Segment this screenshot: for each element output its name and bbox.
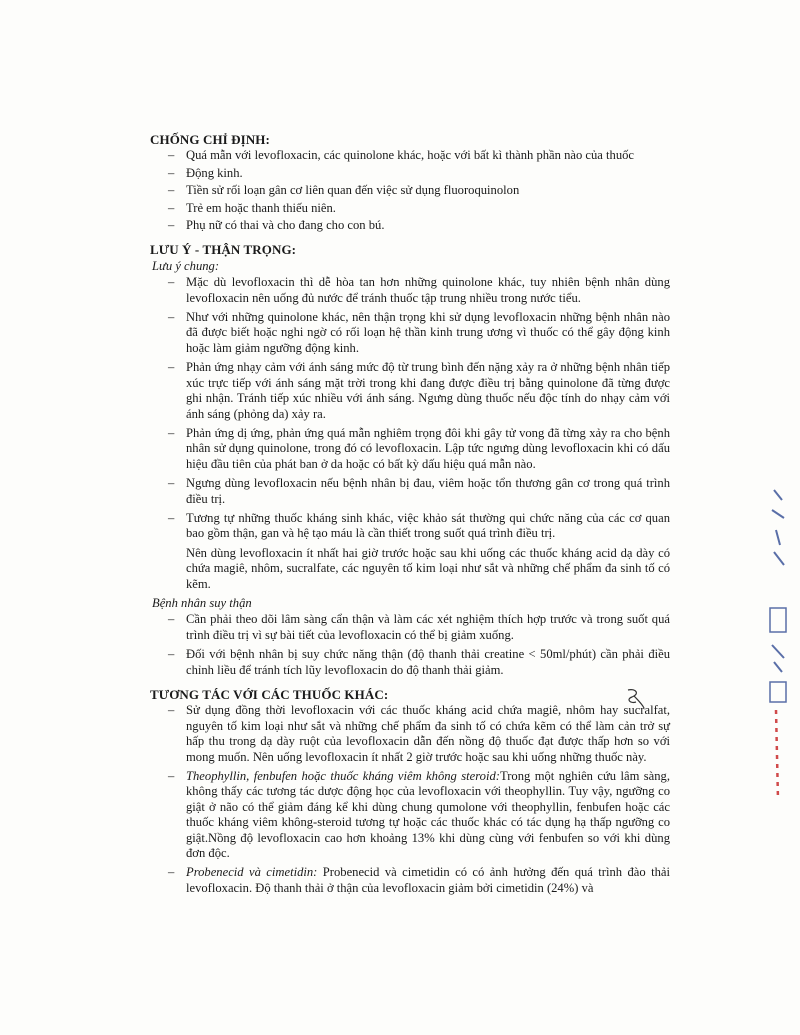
list-item: – Đối với bệnh nhân bị suy chức năng thận (độ thanh thải creatine < 50ml/phút) cần phải điều chỉnh liều để tránh tích lũy levofloxacin do độ thanh thải giảm. — [150, 647, 670, 678]
interactions-section — [150, 687, 670, 896]
renal-subheading: Bệnh nhân suy thận — [152, 595, 252, 610]
list-item: – Sử dụng đồng thời levofloxacin với các thuốc kháng acid chứa magiê, nhôm hay sucralfat, nguyên tố kim loại như sắt và những chế phẩm đa sinh tố có chứa kẽm có thể làm cản trở sự hấp thu trong dạ dày ruột của levofloxacin dẫn đến nồng độ thuốc đạt được thấp hơn so với mong muốn. Nên uống levofloxacin ít nhất 2 giờ trước hoặc sau khi uống những thuốc này. — [150, 703, 670, 765]
list-item: – Như với những quinolone khác, nên thận trọng khi sử dụng levofloxacin những bệnh nhân nào đã được biết hoặc nghi ngờ có rối loạn hệ thần kinh trung ương vì thuốc có thể gây động kinh hoặc làm giảm ngưỡng động kinh. — [150, 310, 670, 356]
interaction-lead: Theophyllin, fenbufen hoặc thuốc kháng viêm không steroid: — [186, 769, 500, 784]
interaction-text: Trong một nghiên cứu lâm sàng, không thấy các tương tác dược động học của levofloxacin với theophyllin. Tuy vậy, ngưỡng co giật ở não có thể giảm đáng kể khi dùng chung qumolone với theophyllin, fenbufen hoặc các thuốc kháng viêm không-steroid tương tự hoặc các thuốc khác có tác dụng hạ thấp ngưỡng co giật.Nồng độ levofloxacin cao hơn khoảng 13% khi dùng cùng với fenbufen so với khi dùng đơn độc. — [186, 769, 670, 861]
list-item: – Phản ứng dị ứng, phản ứng quá mẫn nghiêm trọng đôi khi gây tử vong đã từng xảy ra cho bệnh nhân sử dụng quinolone, trong đó có levofloxacin. Lập tức ngưng dùng levofloxacin khi có dấu hiệu đầu tiên của phát ban ở da hoặc có bất kỳ dấu hiệu quá mẫn nào. — [150, 426, 670, 472]
contraindications-section — [150, 132, 670, 233]
general-subheading: Lưu ý chung: — [152, 258, 220, 273]
renal-precautions-list — [150, 612, 670, 678]
document-body — [150, 132, 670, 905]
list-item: – Tiền sử rối loạn gân cơ liên quan đến việc sử dụng fluoroquinolon — [150, 183, 670, 198]
list-item: – Phản ứng nhạy cảm với ánh sáng mức độ từ trung bình đến nặng xảy ra ở những bệnh nhân tiếp xúc trực tiếp với ánh sáng mặt trời trong khi đang được điều trị bằng quinolone đã từng được ghi nhận. Tránh tiếp xúc nhiều với ánh sáng. Ngưng dùng thuốc nếu độc tính do nhạy cảm với ánh sáng (phỏng da) xảy ra. — [150, 360, 670, 422]
list-item: – Phụ nữ có thai và cho đang cho con bú. — [150, 218, 670, 233]
contraindications-list — [150, 148, 670, 233]
interaction-text: Probenecid và cimetidin có có ảnh hưởng đến quá trình đào thải levofloxacin. Độ thanh thải ở thận của levofloxacin giảm bởi cimetidin (24%) và — [186, 865, 670, 895]
precautions-heading: LƯU Ý - THẬN TRỌNG: — [150, 242, 297, 258]
interaction-lead: Probenecid và cimetidin: — [186, 865, 318, 880]
list-item: – Quá mẫn với levofloxacin, các quinolone khác, hoặc với bất kì thành phần nào của thuốc — [150, 148, 670, 163]
list-item: – Trẻ em hoặc thanh thiếu niên. — [150, 201, 670, 216]
general-note: Nên dùng levofloxacin ít nhất hai giờ trước hoặc sau khi uống các thuốc kháng acid dạ dày có chứa magiê, nhôm, sucralfate, các nguyên tố kim loại như sắt và những chế phẩm đa sinh tố có kẽm. — [186, 545, 670, 591]
list-item: – Ngưng dùng levofloxacin nếu bệnh nhân bị đau, viêm hoặc tổn thương gân cơ trong quá trình điều trị. — [150, 476, 670, 507]
handwritten-initial-mark — [622, 686, 648, 710]
precautions-section — [150, 242, 670, 678]
interactions-list — [150, 703, 670, 896]
list-item — [150, 769, 670, 861]
list-item: – Tương tự những thuốc kháng sinh khác, việc khảo sát thường qui chức năng của các cơ quan bao gồm thận, gan và hệ tạo máu là cần thiết trong suốt quá trình điều trị. — [150, 511, 670, 542]
interactions-heading: TƯƠNG TÁC VỚI CÁC THUỐC KHÁC: — [150, 687, 389, 702]
general-precautions-list — [150, 275, 670, 592]
list-item: – Động kinh. — [150, 166, 670, 181]
edge-stamp-mark — [762, 470, 792, 820]
list-item: – Cần phải theo dõi lâm sàng cẩn thận và làm các xét nghiệm thích hợp trước và trong suốt quá trình điều trị vì sự bài tiết của levofloxacin có thể bị giảm xuống. — [150, 612, 670, 643]
list-item: – Mặc dù levofloxacin thì dễ hòa tan hơn những quinolone khác, tuy nhiên bệnh nhân dùng levofloxacin nên uống đủ nước để tránh thuốc tập trung nhiều trong nước tiểu. — [150, 275, 670, 306]
list-item — [150, 865, 670, 896]
contraindications-heading: CHỐNG CHỈ ĐỊNH: — [150, 132, 270, 147]
